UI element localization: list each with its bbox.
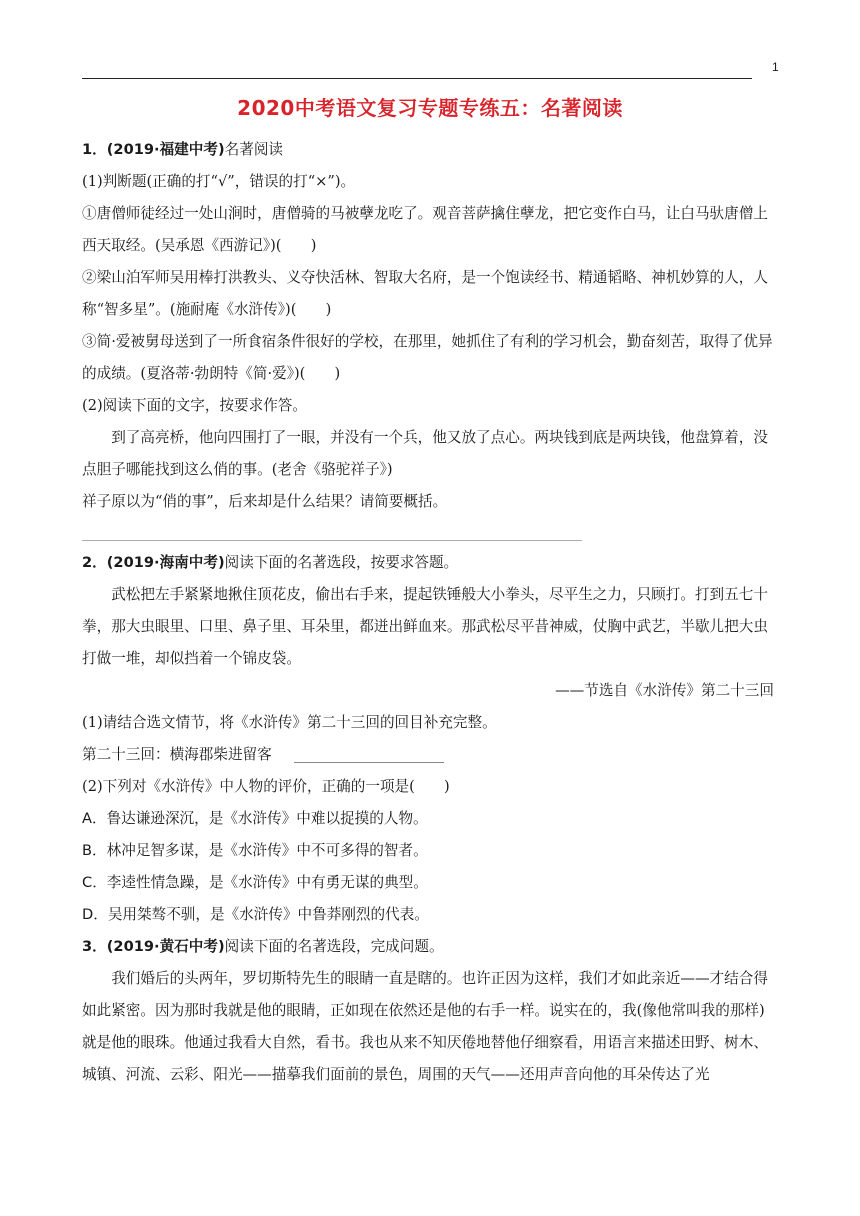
answer-line bbox=[82, 540, 582, 541]
document-body bbox=[82, 134, 778, 1091]
q2-option-b: B．林冲足智多谋，是《水浒传》中不可多得的智者。 bbox=[82, 842, 428, 859]
chapter-text: 第二十三回：横海郡柴进留客 bbox=[82, 746, 272, 763]
question-3-heading bbox=[82, 931, 778, 963]
question-number: 1． bbox=[82, 141, 107, 158]
fill-blank-line bbox=[294, 762, 444, 763]
question-number: 3． bbox=[82, 938, 107, 955]
q2-chapter-title bbox=[82, 739, 778, 771]
header-rule bbox=[82, 78, 752, 79]
q1-part1-prompt: (1)判断题(正确的打“√”，错误的打“×”)。 bbox=[82, 173, 356, 190]
q1-part2-prompt: (2)阅读下面的文字，按要求作答。 bbox=[82, 397, 307, 414]
question-instruction: 名著阅读 bbox=[224, 141, 284, 158]
question-instruction: 阅读下面的名著选段，按要求答题。 bbox=[224, 554, 459, 571]
q2-option-d: D．吴用桀骜不驯，是《水浒传》中鲁莽刚烈的代表。 bbox=[82, 906, 429, 923]
page-number: 1 bbox=[772, 60, 779, 74]
question-source: (2019·福建中考) bbox=[106, 141, 225, 158]
question-2-heading bbox=[82, 547, 778, 579]
question-1-heading bbox=[82, 134, 778, 166]
q2-part1-prompt: (1)请结合选文情节，将《水浒传》第二十三回的回目补充完整。 bbox=[82, 714, 497, 731]
q1-judgement-item-2: ②梁山泊军师吴用棒打洪教头、义夺快活林、智取大名府，是一个饱读经书、精通韬略、神机妙算的人，人称“智多星”。(施耐庵《水浒传》)( ) bbox=[82, 269, 768, 318]
q1-question: 祥子原以为“俏的事”，后来却是什么结果？请简要概括。 bbox=[82, 493, 448, 510]
q2-part2-prompt: (2)下列对《水浒传》中人物的评价，正确的一项是( ) bbox=[82, 778, 450, 795]
q3-passage: 我们婚后的头两年，罗切斯特先生的眼睛一直是瞎的。也许正因为这样，我们才如此亲近——才结合得如此紧密。因为那时我就是他的眼睛，正如现在依然还是他的右手一样。说实在的，我(像他常叫我的那样)就是他的眼珠。他通过我看大自然，看书。我也从来不知厌倦地替他仔细察看，用语言来描述田野、树木、城镇、河流、云彩、阳光——描摹我们面前的景色，周围的天气——还用声音向他的耳朵传达了光 bbox=[82, 970, 768, 1083]
q1-judgement-item-1: ①唐僧师徒经过一处山涧时，唐僧骑的马被孽龙吃了。观音菩萨擒住孽龙，把它变作白马，让白马驮唐僧上西天取经。(吴承恩《西游记》)( ) bbox=[82, 205, 768, 254]
q2-option-a: A．鲁达谦逊深沉，是《水浒传》中难以捉摸的人物。 bbox=[82, 810, 428, 827]
q1-passage: 到了高亮桥，他向四围打了一眼，并没有一个兵，他又放了点心。两块钱到底是两块钱，他盘算着，没点胆子哪能找到这么俏的事。(老舍《骆驼祥子》) bbox=[82, 429, 768, 478]
question-instruction: 阅读下面的名著选段，完成问题。 bbox=[224, 938, 444, 955]
page-title: 2020中考语文复习专题专练五：名著阅读 bbox=[237, 96, 623, 120]
q2-source-citation: ——节选自《水浒传》第二十三回 bbox=[555, 682, 774, 699]
q2-option-c: C．李逵性情急躁，是《水浒传》中有勇无谋的典型。 bbox=[82, 874, 428, 891]
question-number: 2． bbox=[82, 554, 107, 571]
q1-judgement-item-3: ③简·爱被舅母送到了一所食宿条件很好的学校，在那里，她抓住了有利的学习机会，勤奋刻苦，取得了优异的成绩。(夏洛蒂·勃朗特《简·爱》)( ) bbox=[82, 333, 773, 382]
question-source: (2019·黄石中考) bbox=[106, 938, 225, 955]
q2-passage: 武松把左手紧紧地揪住顶花皮，偷出右手来，提起铁锤般大小拳头，尽平生之力，只顾打。打到五七十拳，那大虫眼里、口里、鼻子里、耳朵里，都迸出鲜血来。那武松尽平昔神威，仗胸中武艺，半歇儿把大虫打做一堆，却似挡着一个锦皮袋。 bbox=[82, 586, 768, 667]
question-source: (2019·海南中考) bbox=[106, 554, 225, 571]
